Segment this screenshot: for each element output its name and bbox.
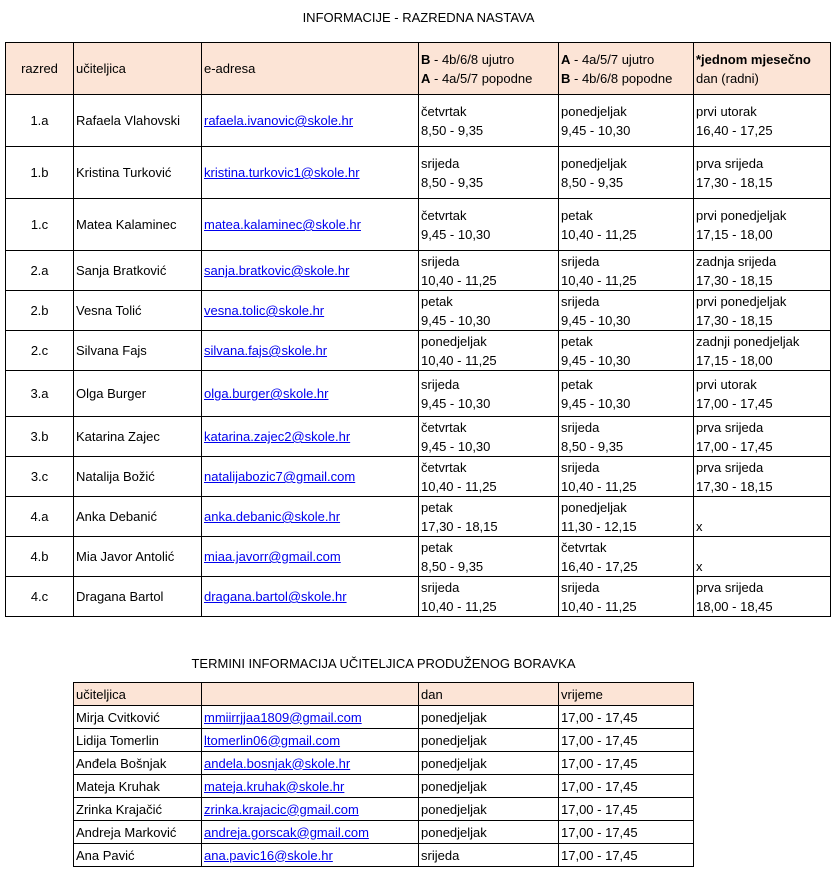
monthly-day: prva srijeda: [696, 579, 764, 595]
razred-cell: 2.b: [6, 291, 74, 331]
ext-header-vrijeme: vrijeme: [559, 683, 694, 706]
email-cell: [202, 844, 419, 867]
header-col4-line1-rest: - 4b/6/8 ujutro: [430, 51, 515, 67]
monthly-time: 17,30 - 18,15: [696, 272, 773, 288]
shift-b-day: ponedjeljak: [421, 333, 487, 349]
header-col4-line2-rest: - 4a/5/7 popodne: [430, 70, 533, 86]
shift-a-time: 10,40 - 11,25: [561, 598, 637, 614]
teacher-name: Sanja Bratković: [74, 251, 202, 291]
monthly-cell: [694, 95, 831, 147]
day-cell: ponedjeljak: [419, 775, 559, 798]
monthly-time: 17,30 - 18,15: [696, 174, 773, 190]
shift-a-cell: [559, 251, 694, 291]
shift-b-time: 9,45 - 10,30: [421, 438, 491, 454]
shift-a-time: 10,40 - 11,25: [561, 272, 637, 288]
shift-b-day: srijeda: [421, 155, 460, 171]
shift-b-cell: [419, 457, 559, 497]
email-link[interactable]: olga.burger@skole.hr: [204, 386, 329, 401]
header-eadresa: e-adresa: [202, 43, 419, 95]
teacher-name: Anka Debanić: [74, 497, 202, 537]
email-cell: [202, 251, 419, 291]
shift-b-cell: [419, 497, 559, 537]
teacher-name: Ana Pavić: [74, 844, 202, 867]
ext-table: [73, 682, 694, 867]
monthly-time: 17,30 - 18,15: [696, 478, 773, 494]
table-row: [74, 844, 694, 867]
shift-b-day: petak: [421, 499, 453, 515]
time-cell: 17,00 - 17,45: [559, 821, 694, 844]
teacher-name: Matea Kalaminec: [74, 199, 202, 251]
shift-a-day: četvrtak: [561, 539, 607, 555]
teacher-name: Andreja Marković: [74, 821, 202, 844]
shift-b-cell: [419, 371, 559, 417]
shift-a-time: 9,45 - 10,30: [561, 395, 631, 411]
razred-cell: 3.a: [6, 371, 74, 417]
monthly-cell: [694, 251, 831, 291]
monthly-day: zadnji ponedjeljak: [696, 333, 800, 349]
table-row: [6, 371, 831, 417]
time-cell: 17,00 - 17,45: [559, 798, 694, 821]
day-cell: ponedjeljak: [419, 798, 559, 821]
teacher-name: Zrinka Krajačić: [74, 798, 202, 821]
table-row: [74, 821, 694, 844]
shift-b-cell: [419, 577, 559, 617]
monthly-day: [696, 498, 828, 517]
email-cell: [202, 537, 419, 577]
monthly-cell: [694, 331, 831, 371]
email-link[interactable]: andreja.gorscak@gmail.com: [204, 824, 369, 840]
shift-a-day: srijeda: [561, 419, 600, 435]
header-col5-line1-bold: A: [561, 51, 571, 67]
monthly-day: zadnja srijeda: [696, 253, 777, 269]
email-link[interactable]: miaa.javorr@gmail.com: [204, 549, 341, 564]
email-cell: [202, 199, 419, 251]
email-link[interactable]: vesna.tolic@skole.hr: [204, 303, 325, 318]
monthly-cell: [694, 457, 831, 497]
razred-cell: 4.c: [6, 577, 74, 617]
shift-a-cell: [559, 497, 694, 537]
shift-a-day: ponedjeljak: [561, 103, 627, 119]
ext-header-uciteljica: učiteljica: [74, 683, 202, 706]
main-table: [5, 42, 831, 617]
table-row: [74, 729, 694, 752]
email-cell: [202, 497, 419, 537]
shift-b-cell: [419, 537, 559, 577]
teacher-name: Katarina Zajec: [74, 417, 202, 457]
shift-b-day: srijeda: [421, 579, 460, 595]
email-cell: [202, 775, 419, 798]
monthly-cell: [694, 497, 831, 537]
monthly-time: 18,00 - 18,45: [696, 598, 773, 614]
teacher-name: Lidija Tomerlin: [74, 729, 202, 752]
monthly-day: prvi utorak: [696, 103, 757, 119]
shift-b-day: petak: [421, 539, 453, 555]
shift-a-cell: [559, 331, 694, 371]
email-link[interactable]: mmiirrjjaa1809@gmail.com: [204, 709, 362, 725]
shift-b-day: četvrtak: [421, 419, 467, 435]
shift-b-time: 10,40 - 11,25: [421, 352, 497, 368]
shift-b-time: 17,30 - 18,15: [421, 518, 498, 534]
razred-cell: 3.c: [6, 457, 74, 497]
teacher-name: Mia Javor Antolić: [74, 537, 202, 577]
table-row: [6, 457, 831, 497]
monthly-day: [696, 538, 828, 557]
shift-a-cell: [559, 147, 694, 199]
monthly-day: prvi utorak: [696, 376, 757, 392]
time-cell: 17,00 - 17,45: [559, 775, 694, 798]
email-cell: [202, 706, 419, 729]
monthly-day: prva srijeda: [696, 459, 764, 475]
time-cell: 17,00 - 17,45: [559, 844, 694, 867]
shift-b-time: 10,40 - 11,25: [421, 478, 497, 494]
day-cell: ponedjeljak: [419, 752, 559, 775]
email-link[interactable]: katarina.zajec2@skole.hr: [204, 429, 351, 444]
shift-b-day: četvrtak: [421, 103, 467, 119]
shift-b-cell: [419, 291, 559, 331]
ext-header-dan: dan: [419, 683, 559, 706]
monthly-day: prva srijeda: [696, 419, 764, 435]
shift-a-day: ponedjeljak: [561, 499, 627, 515]
shift-b-cell: [419, 147, 559, 199]
monthly-cell: [694, 417, 831, 457]
razred-cell: 2.c: [6, 331, 74, 371]
main-table-header-row: [6, 43, 831, 95]
monthly-time: 17,00 - 17,45: [696, 395, 773, 411]
table-row: [74, 706, 694, 729]
teacher-name: Kristina Turković: [74, 147, 202, 199]
shift-a-time: 9,45 - 10,30: [561, 312, 631, 328]
email-cell: [202, 95, 419, 147]
teacher-name: Dragana Bartol: [74, 577, 202, 617]
shift-a-day: srijeda: [561, 579, 600, 595]
table-row: [6, 291, 831, 331]
shift-a-time: 8,50 - 9,35: [561, 438, 624, 454]
email-link[interactable]: rafaela.ivanovic@skole.hr: [204, 113, 354, 128]
shift-a-time: 8,50 - 9,35: [561, 174, 624, 190]
table-row: [6, 251, 831, 291]
monthly-cell: [694, 199, 831, 251]
monthly-cell: [694, 577, 831, 617]
shift-b-cell: [419, 199, 559, 251]
shift-a-day: petak: [561, 207, 593, 223]
shift-b-cell: [419, 251, 559, 291]
email-link[interactable]: kristina.turkovic1@skole.hr: [204, 165, 360, 180]
razred-cell: 1.b: [6, 147, 74, 199]
monthly-cell: [694, 291, 831, 331]
email-link[interactable]: sanja.bratkovic@skole.hr: [204, 263, 350, 278]
header-uciteljica: učiteljica: [74, 43, 202, 95]
email-cell: [202, 752, 419, 775]
monthly-time: 16,40 - 17,25: [696, 122, 773, 138]
day-cell: srijeda: [419, 844, 559, 867]
email-link[interactable]: andela.bosnjak@skole.hr: [204, 755, 351, 771]
table-row: [74, 798, 694, 821]
shift-a-day: srijeda: [561, 459, 600, 475]
table-row: [6, 417, 831, 457]
monthly-cell: [694, 371, 831, 417]
shift-a-day: ponedjeljak: [561, 155, 627, 171]
shift-b-time: 9,45 - 10,30: [421, 226, 491, 242]
razred-cell: 4.a: [6, 497, 74, 537]
razred-cell: 3.b: [6, 417, 74, 457]
razred-cell: 1.c: [6, 199, 74, 251]
monthly-time: x: [696, 558, 703, 574]
teacher-name: Mateja Kruhak: [74, 775, 202, 798]
shift-a-time: 11,30 - 12,15: [561, 518, 637, 534]
main-table-title: INFORMACIJE - RAZREDNA NASTAVA: [302, 10, 535, 25]
email-cell: [202, 798, 419, 821]
shift-b-time: 8,50 - 9,35: [421, 122, 484, 138]
shift-a-time: 9,45 - 10,30: [561, 352, 631, 368]
header-monthly: [694, 43, 831, 95]
shift-a-cell: [559, 417, 694, 457]
header-col6-line1: *jednom mjesečno: [696, 51, 811, 67]
teacher-name: Natalija Božić: [74, 457, 202, 497]
header-col4-line2-bold: A: [421, 70, 431, 86]
shift-b-day: petak: [421, 293, 453, 309]
shift-a-time: 10,40 - 11,25: [561, 226, 637, 242]
razred-cell: 1.a: [6, 95, 74, 147]
header-col4-line1-bold: B: [421, 51, 431, 67]
shift-a-time: 9,45 - 10,30: [561, 122, 631, 138]
shift-b-time: 8,50 - 9,35: [421, 558, 484, 574]
time-cell: 17,00 - 17,45: [559, 706, 694, 729]
shift-a-cell: [559, 371, 694, 417]
email-cell: [202, 729, 419, 752]
time-cell: 17,00 - 17,45: [559, 729, 694, 752]
header-shift-b-morning: [419, 43, 559, 95]
razred-cell: 4.b: [6, 537, 74, 577]
shift-b-time: 9,45 - 10,30: [421, 312, 491, 328]
teacher-name: Anđela Bošnjak: [74, 752, 202, 775]
shift-b-time: 9,45 - 10,30: [421, 395, 491, 411]
email-cell: [202, 331, 419, 371]
shift-a-day: srijeda: [561, 253, 600, 269]
table-row: [6, 95, 831, 147]
email-link[interactable]: silvana.fajs@skole.hr: [204, 343, 328, 358]
razred-cell: 2.a: [6, 251, 74, 291]
day-cell: ponedjeljak: [419, 729, 559, 752]
header-col5-line2-rest: - 4b/6/8 popodne: [570, 70, 673, 86]
shift-a-day: petak: [561, 333, 593, 349]
shift-b-cell: [419, 417, 559, 457]
shift-b-cell: [419, 331, 559, 371]
table-row: [74, 775, 694, 798]
email-cell: [202, 291, 419, 331]
shift-a-cell: [559, 199, 694, 251]
time-cell: 17,00 - 17,45: [559, 752, 694, 775]
shift-b-day: četvrtak: [421, 207, 467, 223]
monthly-time: x: [696, 518, 703, 534]
shift-b-day: srijeda: [421, 376, 460, 392]
monthly-time: 17,15 - 18,00: [696, 352, 773, 368]
ext-header-email: [202, 683, 419, 706]
email-link[interactable]: dragana.bartol@skole.hr: [204, 589, 347, 604]
shift-b-cell: [419, 95, 559, 147]
teacher-name: Rafaela Vlahovski: [74, 95, 202, 147]
email-cell: [202, 147, 419, 199]
monthly-cell: [694, 537, 831, 577]
monthly-cell: [694, 147, 831, 199]
email-link[interactable]: matea.kalaminec@skole.hr: [204, 217, 361, 232]
monthly-time: 17,30 - 18,15: [696, 312, 773, 328]
monthly-time: 17,15 - 18,00: [696, 226, 773, 242]
header-col6-line2: dan (radni): [696, 70, 759, 86]
day-cell: ponedjeljak: [419, 821, 559, 844]
table-row: [6, 331, 831, 371]
shift-b-time: 8,50 - 9,35: [421, 174, 484, 190]
email-link[interactable]: ana.pavic16@skole.hr: [204, 847, 333, 863]
header-col5-line1-rest: - 4a/5/7 ujutro: [570, 51, 655, 67]
shift-a-cell: [559, 291, 694, 331]
shift-a-time: 10,40 - 11,25: [561, 478, 637, 494]
email-link[interactable]: mateja.kruhak@skole.hr: [204, 778, 345, 794]
email-cell: [202, 457, 419, 497]
monthly-day: prvi ponedjeljak: [696, 293, 787, 309]
table-row: [6, 497, 831, 537]
shift-a-day: srijeda: [561, 293, 600, 309]
teacher-name: Mirja Cvitković: [74, 706, 202, 729]
shift-a-cell: [559, 537, 694, 577]
shift-b-day: četvrtak: [421, 459, 467, 475]
teacher-name: Olga Burger: [74, 371, 202, 417]
ext-table-title: TERMINI INFORMACIJA UČITELJICA PRODUŽENOG BORAVKA: [191, 656, 576, 671]
shift-a-cell: [559, 457, 694, 497]
shift-b-time: 10,40 - 11,25: [421, 272, 497, 288]
table-row: [6, 577, 831, 617]
ext-table-header-row: [74, 683, 694, 706]
email-link[interactable]: natalijabozic7@gmail.com: [204, 469, 356, 484]
email-link[interactable]: ltomerlin06@gmail.com: [204, 732, 341, 748]
table-row: [6, 147, 831, 199]
monthly-day: prva srijeda: [696, 155, 764, 171]
email-cell: [202, 577, 419, 617]
table-row: [6, 537, 831, 577]
email-cell: [202, 821, 419, 844]
shift-b-day: srijeda: [421, 253, 460, 269]
shift-a-cell: [559, 95, 694, 147]
header-col5-line2-bold: B: [561, 70, 571, 86]
email-cell: [202, 417, 419, 457]
header-shift-a-morning: [559, 43, 694, 95]
table-row: [6, 199, 831, 251]
header-razred: razred: [6, 43, 74, 95]
shift-a-day: petak: [561, 376, 593, 392]
shift-a-cell: [559, 577, 694, 617]
shift-a-time: 16,40 - 17,25: [561, 558, 638, 574]
teacher-name: Vesna Tolić: [74, 291, 202, 331]
email-link[interactable]: anka.debanic@skole.hr: [204, 509, 341, 524]
table-row: [74, 752, 694, 775]
email-cell: [202, 371, 419, 417]
email-link[interactable]: zrinka.krajacic@gmail.com: [204, 801, 359, 817]
day-cell: ponedjeljak: [419, 706, 559, 729]
teacher-name: Silvana Fajs: [74, 331, 202, 371]
shift-b-time: 10,40 - 11,25: [421, 598, 497, 614]
monthly-time: 17,00 - 17,45: [696, 438, 773, 454]
monthly-day: prvi ponedjeljak: [696, 207, 787, 223]
